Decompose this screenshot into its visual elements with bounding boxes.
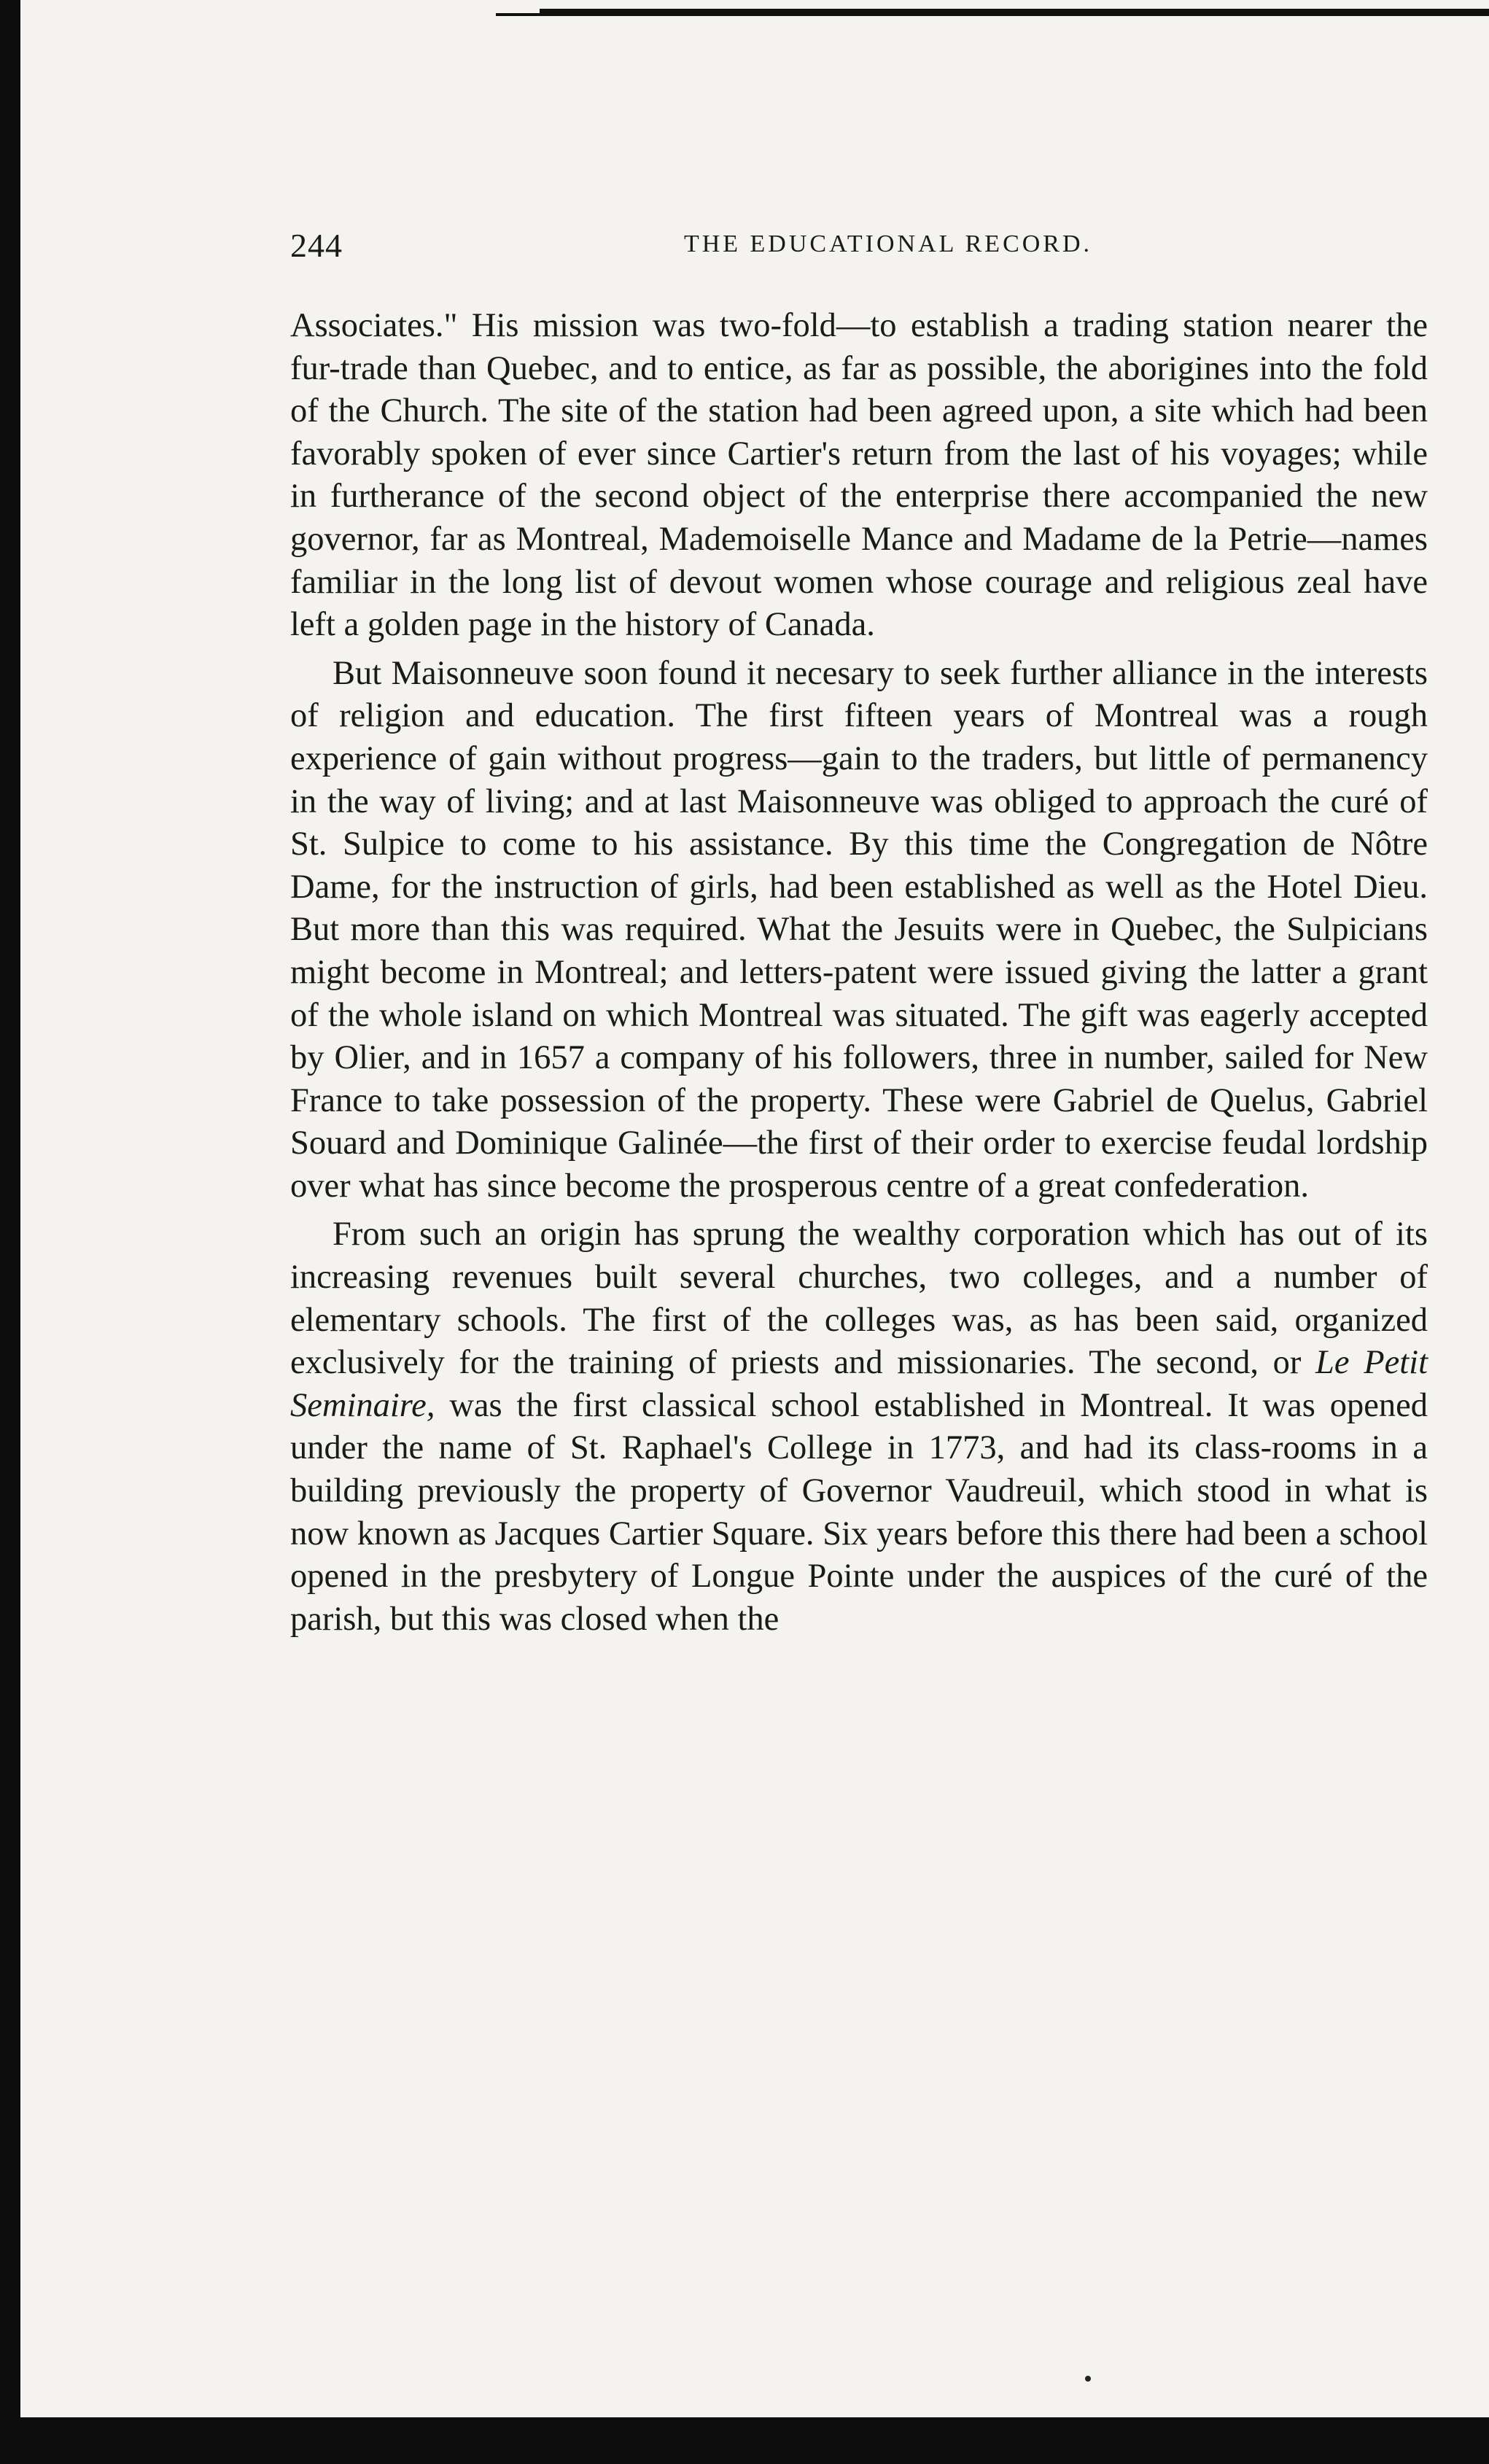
scan-speck bbox=[1085, 2376, 1091, 2382]
journal-title: THE EDUCATIONAL RECORD. bbox=[683, 230, 1093, 257]
running-head bbox=[290, 219, 1428, 284]
paragraph: But Maisonneuve soon found it necesary to seek further alliance in the interests of religion and education. The first fifteen years of Montreal was a rough experience of gain without progress—gain to the traders, but little of permanency in the way of living; and at last Maisonneuve was obliged to approach the curé of St. Sulpice to come to his assistance. By this time the Congregation de Nôtre Dame, for the instruction of girls, had been established as well as the Hotel Dieu. But more than this was required. What the Jesuits were in Quebec, the Sulpicians might become in Montreal; and letters-patent were issued giving the latter a grant of the whole island on which Montreal was situated. The gift was eagerly accepted by Olier, and in 1657 a company of his followers, three in number, sailed for New France to take possession of the property. These were Gabriel de Quelus, Gabriel Souard and Dominique Galinée—the first of their order to exercise feudal lordship over what has since become the prosperous centre of a great confederation. bbox=[290, 654, 1428, 1205]
paragraph-final bbox=[290, 1213, 1428, 1641]
paragraph-text: From such an origin has sprung the wealthy corporation which has out of its increasing revenues built several churches, two colleges, and a number of elementary schools. The first of the colleges was, as has been said, organized exclusively for the training of priests and missionaries. The second, or bbox=[290, 1216, 1428, 1382]
page-number: 244 bbox=[290, 227, 343, 264]
paragraph-text: was the first classical school established in Montreal. It was opened under the name of St. Raphael's College in 1773, and had its class-rooms in a building previously the property of Governor Vaudreuil, which stood in what is now known as Jacques Cartier Square. Six years before this there had been a school opened in the presbytery of Longue Pointe under the auspices of the curé of the parish, but this was closed when the bbox=[290, 1386, 1428, 1638]
scan-top-rule bbox=[540, 9, 1489, 16]
italic-title: Le Petit Seminaire, bbox=[290, 1344, 1428, 1424]
scan-left-edge bbox=[0, 0, 20, 2464]
body-text bbox=[290, 305, 1428, 1641]
scan-bottom-edge bbox=[0, 2417, 1489, 2464]
paragraph-continued: Associates." His mission was two-fold—to establish a trading station nearer the fur-trade than Quebec, and to entice, as far as possible, the aborigines into the fold of the Church. The site of the station had been agreed upon, a site which had been favorably spoken of ever since Cartier's return from the last of his voyages; while in furtherance of the second object of the enterprise there accompanied the new governor, far as Montreal, Mademoiselle Mance and Madame de la Petrie—names familiar in the long list of devout women whose courage and religious zeal have left a golden page in the history of Canada. bbox=[290, 307, 1428, 644]
book-page bbox=[290, 219, 1428, 1647]
